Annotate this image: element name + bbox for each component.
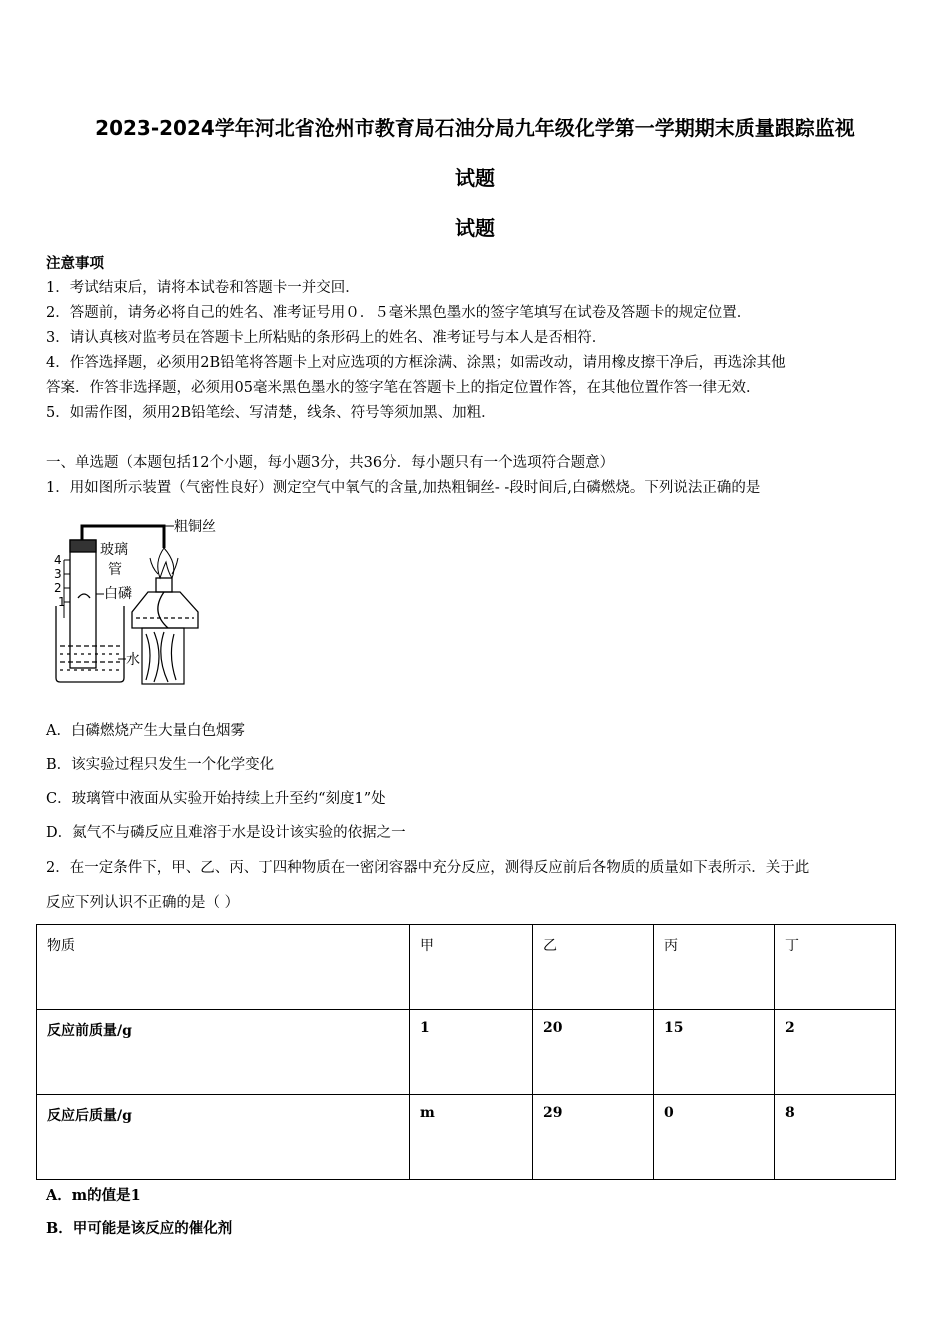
notice-heading: 注意事项 (46, 255, 104, 272)
table-cell: m (410, 1095, 533, 1180)
table-row (37, 925, 896, 1010)
notice-item: 4．作答选择题，必须用2B铅笔将答题卡上对应选项的方框涂满、涂黑；如需改动，请用橡皮擦干净后，再选涂其他 (46, 355, 786, 371)
table-cell: 15 (654, 1010, 775, 1095)
notice-item: 5．如需作图，须用2B铅笔绘、写清楚，线条、符号等须加黑、加粗． (46, 405, 496, 421)
table-cell: 0 (654, 1095, 775, 1180)
table-cell: 29 (533, 1095, 654, 1180)
question-2-stem: 2．在一定条件下，甲、乙、丙、丁四种物质在一密闭容器中充分反应，测得反应前后各物质的质量如下表所示．关于此 (46, 860, 810, 876)
option-c: C．玻璃管中液面从实验开始持续上升至约“刻度1”处 (46, 791, 386, 807)
option-b: B．甲可能是该反应的催化剂 (46, 1220, 233, 1237)
table-header-cell: 丁 (775, 925, 896, 1010)
alcohol-lamp (132, 578, 198, 628)
scale-label: 2 (54, 581, 62, 595)
beaker (56, 606, 124, 682)
table-header-cell: 乙 (533, 925, 654, 1010)
option-a: A．m的值是1 (46, 1187, 141, 1204)
scale-label: 3 (54, 567, 62, 581)
table-header-cell: 物质 (37, 925, 410, 1010)
table-cell: 1 (410, 1010, 533, 1095)
scale-label: 4 (54, 553, 62, 567)
notice-item: 3．请认真核对监考员在答题卡上所粘贴的条形码上的姓名、准考证号与本人是否相符． (46, 330, 607, 346)
notice-item: 1．考试结束后，请将本试卷和答题卡一并交回． (46, 280, 360, 296)
table-header-cell: 丙 (654, 925, 775, 1010)
table-cell: 20 (533, 1010, 654, 1095)
notice-item: 2．答题前，请务必将自己的姓名、准考证号用０．５毫米黑色墨水的签字笔填写在试卷及答题卡的规定位置． (46, 305, 752, 321)
wire-label: 粗铜丝 (174, 519, 216, 535)
question-2-stem: 反应下列认识不正确的是（ ） (46, 895, 240, 911)
table-cell: 反应前质量/g (37, 1010, 410, 1095)
tube-label: 玻璃 (100, 542, 128, 558)
tube-label: 管 (108, 562, 122, 578)
glass-tube (70, 540, 96, 668)
phosphorus-label: 白磷 (104, 586, 132, 602)
option-d: D．氮气不与磷反应且难溶于水是设计该实验的依据之一 (46, 825, 406, 841)
apparatus-figure (52, 518, 242, 686)
table-cell: 8 (775, 1095, 896, 1180)
page-title-line2: 试题 (455, 166, 495, 190)
option-a: A．白磷燃烧产生大量白色烟雾 (46, 723, 245, 739)
table-row (37, 1095, 896, 1180)
table-header-cell: 甲 (410, 925, 533, 1010)
section-heading: 一、单选题（本题包括12个小题，每小题3分，共36分．每小题只有一个选项符合题意） (46, 455, 615, 471)
scale-ticks (64, 560, 70, 618)
option-b: B．该实验过程只发生一个化学变化 (46, 757, 275, 773)
page-subtitle: 试题 (455, 216, 495, 240)
table-cell: 2 (775, 1010, 896, 1095)
water-label: 水 (126, 652, 140, 668)
scale-label: 1 (58, 595, 66, 609)
mass-table (36, 924, 896, 1180)
question-1-stem: 1．用如图所示装置（气密性良好）测定空气中氧气的含量,加热粗铜丝- -段时间后,白磷燃烧。下列说法正确的是 (46, 480, 761, 496)
table-cell: 反应后质量/g (37, 1095, 410, 1180)
flame-icon (150, 548, 178, 578)
wooden-block (142, 628, 184, 684)
notice-item: 答案．作答非选择题，必须用05毫米黑色墨水的签字笔在答题卡上的指定位置作答，在其他位置作答一律无效． (46, 380, 761, 396)
table-row (37, 1010, 896, 1095)
page-title-line1: 2023-2024学年河北省沧州市教育局石油分局九年级化学第一学期期末质量跟踪监视 (95, 116, 855, 140)
